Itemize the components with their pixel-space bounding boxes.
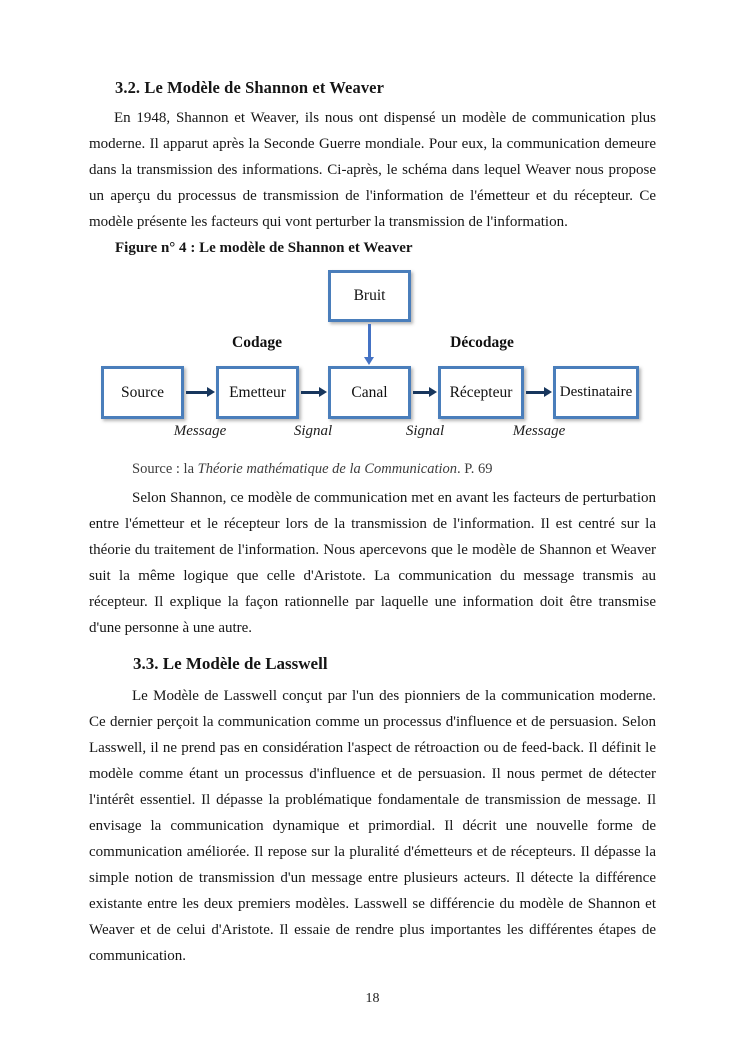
- flow-label-message-2: Message: [512, 423, 566, 439]
- paragraph-lasswell: Le Modèle de Lasswell conçut par l'un des pionniers de la communication moderne. Ce dernier perçoit la communication comme un processus d'influence et de persuasion. Selon Lasswell, il ne prend pas en considération l'aspect de rétroaction ou de feed-back. Il définit le modèle comme étant un processus d'influence et de persuasion. Il nous permet de détecter l'intérêt essentiel. Il dépasse la problématique fondamentale de transmission de message. Il envisage la communication dynamique et primordial. Il décrit une nouvelle forme de communication améliorée. Il repose sur la pluralité d'émetteurs et de récepteurs. Il dépasse la simple notion de transmission d'un message entre plusieurs acteurs. Il détecte la différence existante entre les deux premiers modèles. Lasswell se différencie du modèle de Shannon et Weaver et de celui d'Aristote. Il essaie de rendre plus importantes les différentes étapes de communication.: [89, 688, 656, 964]
- flow-arrow-icon: [186, 391, 207, 394]
- figure-caption-separator: :: [186, 240, 200, 256]
- diagram-box-canal: Canal: [328, 366, 411, 419]
- noise-down-arrow-icon: [368, 324, 371, 357]
- figure-source-title: Théorie mathématique de la Communication: [197, 461, 457, 477]
- figure-source-suffix: . P. 69: [457, 461, 493, 477]
- shannon-weaver-diagram: [101, 270, 646, 450]
- diagram-box-recepteur: Récepteur: [438, 366, 524, 419]
- codage-label: Codage: [232, 334, 282, 351]
- flow-arrow-icon: [301, 391, 319, 394]
- figure-source-prefix: Source : la: [132, 461, 198, 477]
- section-heading-3-2: 3.2. Le Modèle de Shannon et Weaver: [115, 78, 385, 97]
- diagram-box-bruit: Bruit: [328, 270, 411, 322]
- figure-caption: [115, 240, 656, 257]
- diagram-box-source: Source: [101, 366, 184, 419]
- flow-label-message-1: Message: [173, 423, 227, 439]
- flow-arrow-icon: [413, 391, 429, 394]
- section-heading-3-3: 3.3. Le Modèle de Lasswell: [133, 654, 328, 673]
- decodage-label: Décodage: [450, 334, 514, 351]
- flow-label-signal-1: Signal: [293, 423, 333, 439]
- paragraph-shannon-intro: En 1948, Shannon et Weaver, ils nous ont dispensé un modèle de communication plus moderne. Il apparut après la Seconde Guerre mondiale. Pour eux, la communication demeure dans la transmission des informations. Ci-après, le schéma dans lequel Weaver nous propose un aperçu du processus de transmission de l'information de l'émetteur et du récepteur. Ce modèle présente les facteurs qui vont perturber la transmission de l'information.: [89, 110, 656, 230]
- flow-arrow-icon: [526, 391, 544, 394]
- figure-caption-title: Le modèle de Shannon et Weaver: [199, 240, 413, 256]
- paragraph-shannon-analysis: Selon Shannon, ce modèle de communication met en avant les facteurs de perturbation entre l'émetteur et le récepteur lors de la transmission de l'information. Il est centré sur la théorie du traitement de l'information. Nous apercevons que le modèle de Shannon et Weaver suit la même logique que celle d'Aristote. La communication du message transmis au récepteur. Il explique la façon rationnelle par laquelle une information doit être transmise d'une personne à une autre.: [89, 490, 656, 636]
- flow-label-signal-2: Signal: [405, 423, 445, 439]
- figure-source-line: [132, 461, 656, 478]
- figure-caption-label: Figure n° 4: [115, 240, 187, 256]
- diagram-box-emetteur: Emetteur: [216, 366, 299, 419]
- page-number: 18: [365, 991, 380, 1006]
- diagram-box-destinataire: Destinataire: [553, 366, 639, 419]
